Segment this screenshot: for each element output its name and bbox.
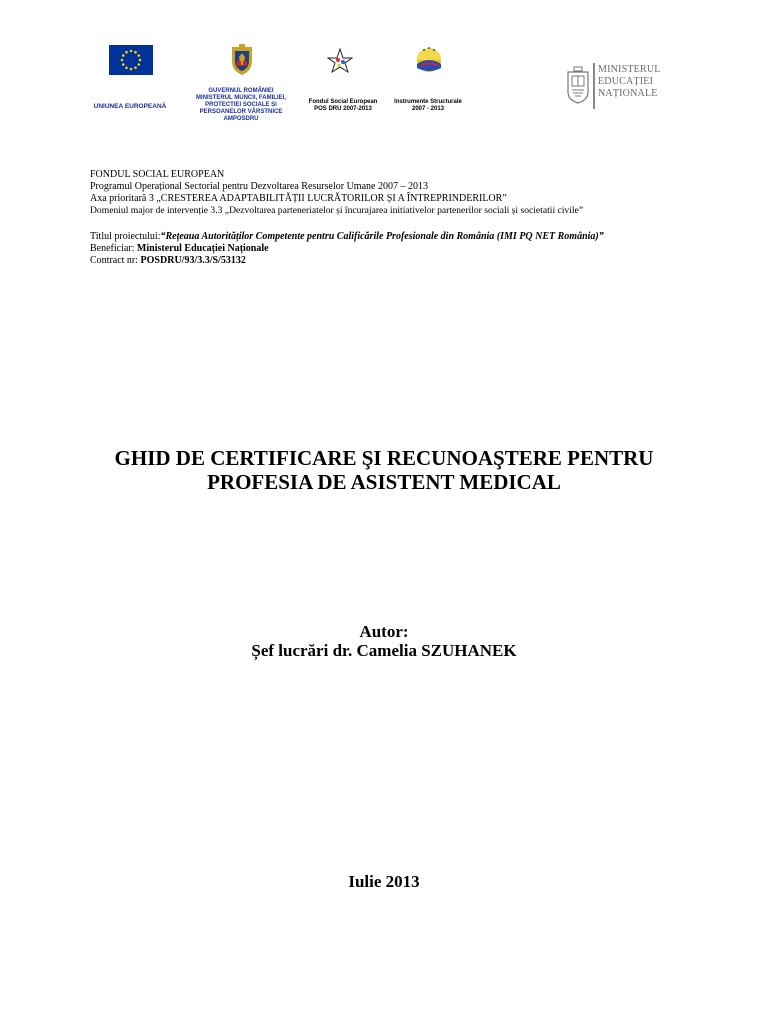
eu-caption: UNIUNEA EUROPEANĂ <box>93 103 167 110</box>
eu-flag-icon <box>109 45 153 75</box>
romania-coat-of-arms-icon <box>228 43 256 77</box>
men-logo <box>565 66 591 104</box>
is-caption <box>384 99 472 113</box>
eu-star <box>137 63 140 66</box>
gov-logo <box>228 43 256 77</box>
is-caption-line: Instrumente Structurale <box>394 99 462 105</box>
gov-caption-line: GUVERNUL ROMÂNIEI <box>208 88 274 94</box>
eu-star <box>121 59 124 62</box>
gov-caption <box>185 88 297 123</box>
document-title-line1: GHID DE CERTIFICARE ŞI RECUNOAŞTERE PENTRU <box>114 446 654 470</box>
is-caption-line: 2007 - 2013 <box>411 106 445 112</box>
fse-caption-line: POS DRU 2007-2013 <box>314 106 372 112</box>
eu-star <box>122 63 125 66</box>
eu-logo <box>109 45 153 75</box>
contract-line <box>90 255 246 267</box>
fse-caption <box>300 99 386 113</box>
eu-star <box>130 50 133 53</box>
gov-caption-line: AMPOSDRU <box>223 116 259 122</box>
beneficiary-line <box>90 243 269 255</box>
fund-line: FONDUL SOCIAL EUROPEAN <box>90 169 225 180</box>
beneficiary-value: Ministerul Educației Naționale <box>136 243 269 254</box>
is-logo <box>412 44 446 76</box>
document-date: Iulie 2013 <box>348 872 420 891</box>
gov-caption-line: PROTECȚIEI SOCIALE ȘI <box>205 102 277 108</box>
eu-star <box>137 54 140 57</box>
fse-star-logo-icon <box>327 48 353 74</box>
program-line: Programul Operațional Sectorial pentru Dezvoltarea Resurselor Umane 2007 – 2013 <box>90 181 428 192</box>
ministry-name-line: MINISTERUL <box>598 64 661 75</box>
author-label: Autor: <box>359 622 409 641</box>
eu-star <box>130 68 133 71</box>
eu-star <box>134 51 137 54</box>
contract-value: POSDRU/93/3.3/S/53132 <box>140 255 246 266</box>
eu-star <box>125 66 128 69</box>
domain-line: Domeniul major de intervenție 3.3 „Dezvoltarea parteneriatelor și încurajarea initiativelor partenerilor sociali și societatii civile” <box>90 205 584 216</box>
axis-line: Axa prioritară 3 „CRESTEREA ADAPTABILITĂȚII LUCRĂTORILOR ȘI A ÎNTREPRINDERILOR” <box>90 193 507 204</box>
structural-instruments-logo-icon <box>412 44 446 76</box>
gov-caption-line: PERSOANELOR VÂRSTNICE <box>199 109 283 115</box>
ministry-name-line: EDUCAȚIEI <box>598 76 654 87</box>
project-title-value: “Rețeaua Autorităților Competente pentru Calificările Profesionale din România (IMI PQ NET România)” <box>160 231 604 242</box>
author-name: Șef lucrări dr. Camelia SZUHANEK <box>251 641 517 660</box>
eu-star <box>134 66 137 69</box>
ministry-name <box>598 64 661 100</box>
project-title-line <box>90 231 604 243</box>
eu-star <box>139 59 142 62</box>
beneficiary-label: Beneficiar: <box>90 243 137 254</box>
ministry-divider <box>593 63 595 109</box>
fse-caption-line: Fondul Social European <box>308 99 378 105</box>
gov-caption-line: MINISTERUL MUNCII, FAMILIEI, <box>196 95 286 101</box>
ministry-crest-icon <box>565 66 591 104</box>
document-title-line2: PROFESIA DE ASISTENT MEDICAL <box>207 470 561 494</box>
contract-label: Contract nr: <box>90 255 141 266</box>
eu-star <box>125 51 128 54</box>
ministry-name-line: NAȚIONALE <box>598 88 658 99</box>
eu-star <box>122 54 125 57</box>
project-title-label: Titlul proiectului: <box>90 231 161 242</box>
fse-logo <box>327 48 353 74</box>
